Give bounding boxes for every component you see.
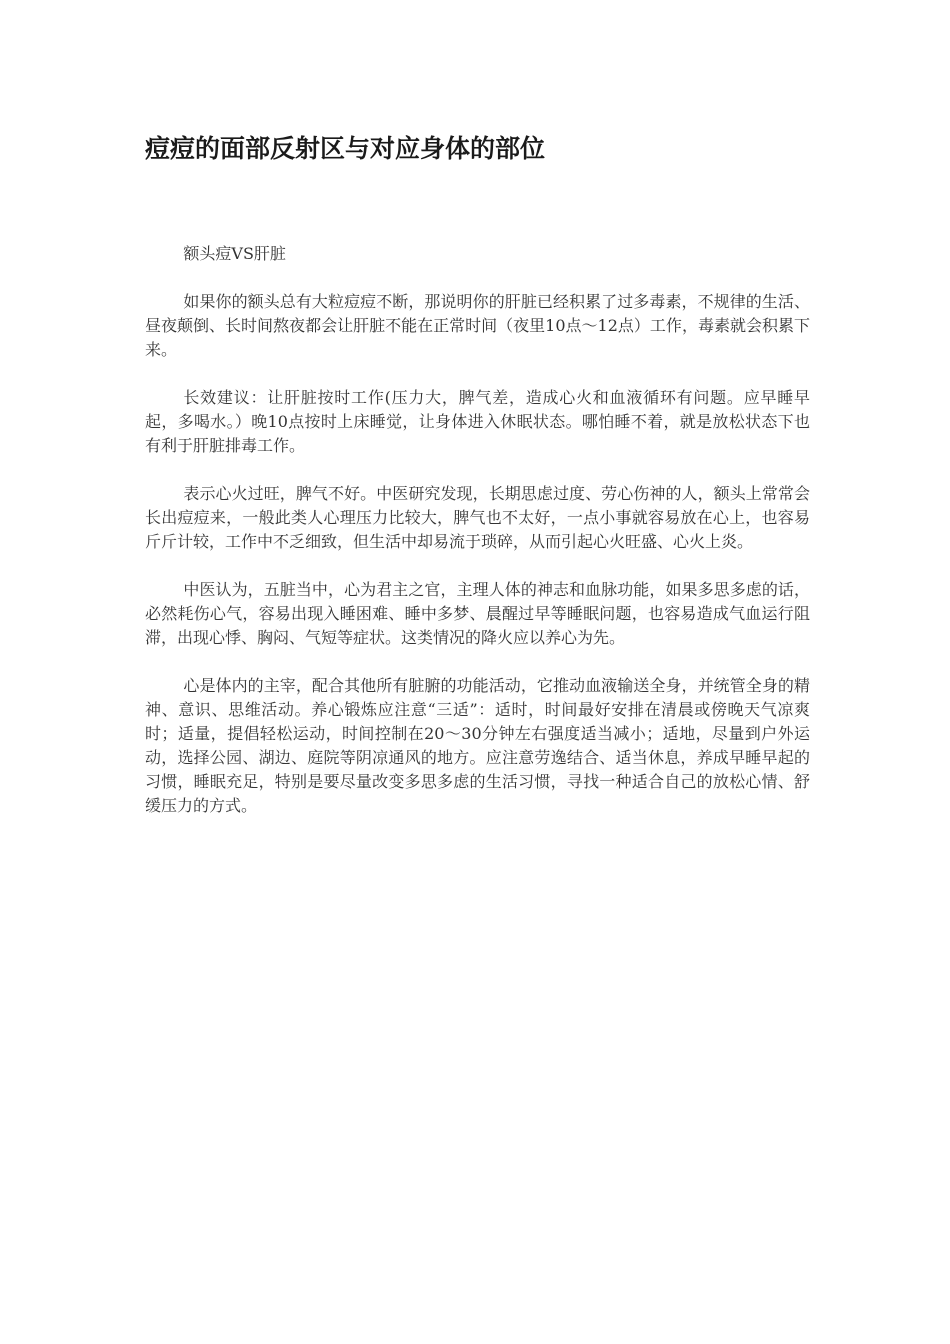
paragraph-tcm-heart: 中医认为，五脏当中，心为君主之官，主理人体的神志和血脉功能，如果多思多虑的话，必然耗伤心气，容易出现入睡困难、睡中多梦、晨醒过早等睡眠问题，也容易造成气血运行阻滞，出现心悸、胸闷、气短等症状。这类情况的降火应以养心为先。 xyxy=(145,580,810,647)
paragraph-long-term-advice: 长效建议：让肝脏按时工作(压力大，脾气差，造成心火和血液循环有问题。应早睡早起，多喝水。）晚10点按时上床睡觉，让身体进入休眠状态。哪怕睡不着，就是放松状态下也有利于肝脏排毒工作。 xyxy=(145,388,810,455)
paragraph-heart-care: 心是体内的主宰，配合其他所有脏腑的功能活动，它推动血液输送全身，并统管全身的精神、意识、思维活动。养心锻炼应注意“三适”：适时，时间最好安排在清晨或傍晚天气凉爽时；适量，提倡轻松运动，时间控制在20～30分钟左右强度适当减小；适地，尽量到户外运动，选择公园、湖边、庭院等阴凉通风的地方。应注意劳逸结合、适当休息，养成早睡早起的习惯，睡眠充足，特别是要尽量改变多思多虑的生活习惯，寻找一种适合自己的放松心情、舒缓压力的方式。 xyxy=(145,676,810,815)
section-heading-forehead-liver: 额头痘VS肝脏 xyxy=(183,244,286,263)
document-body xyxy=(145,242,810,842)
document-title: 痘痘的面部反射区与对应身体的部位 xyxy=(145,134,546,163)
paragraph-heart-fire: 表示心火过旺，脾气不好。中医研究发现，长期思虑过度、劳心伤神的人，额头上常常会长出痘痘来，一般此类人心理压力比较大，脾气也不太好，一点小事就容易放在心上，也容易斤斤计较，工作中不乏细致，但生活中却易流于琐碎，从而引起心火旺盛、心火上炎。 xyxy=(145,484,810,551)
paragraph-liver-toxins: 如果你的额头总有大粒痘痘不断，那说明你的肝脏已经积累了过多毒素，不规律的生活、昼夜颠倒、长时间熬夜都会让肝脏不能在正常时间（夜里10点～12点）工作，毒素就会积累下来。 xyxy=(145,292,810,359)
